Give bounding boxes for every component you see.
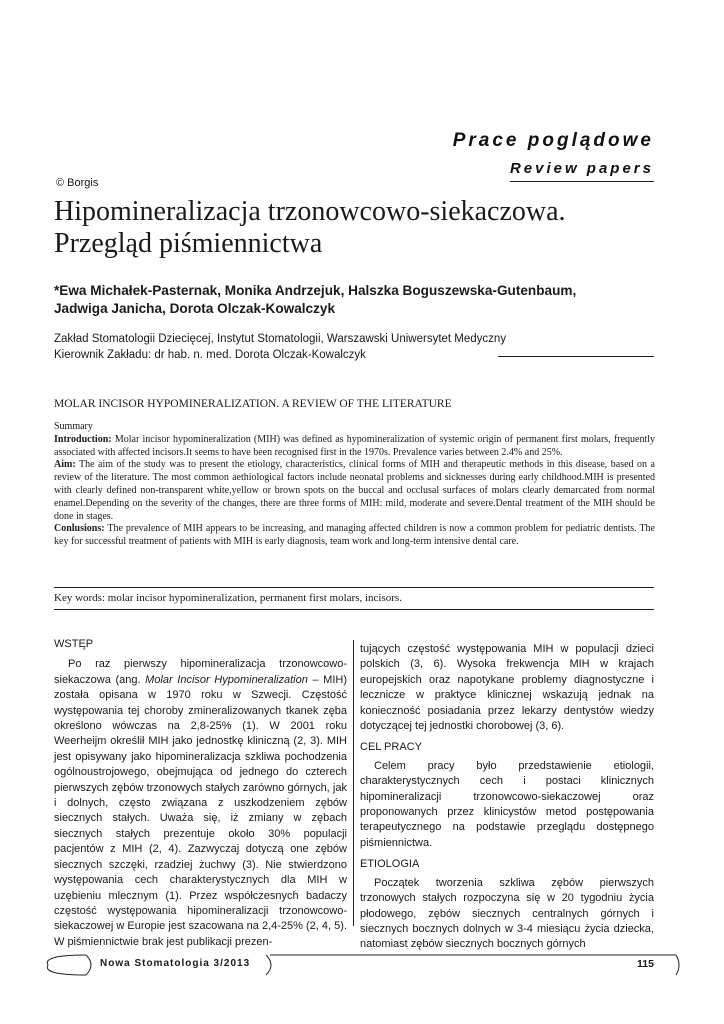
wstep-text-end: – MIH) została opisana w 1970 roku w Szwecji. Częstość występowania tej choroby zmineralizowanych tkanek zęba określono wówczas na 2,8-25% (1). W 2001 roku Weerheijm określił MIH jako jednostkę kliniczną (2, 3). MIH jest opisywany jako hipomineralizacja szkliwa pochodzenia ogólnoustrojowego, obejmująca od jednego do czterech pierwszych zębów trzonowych stałych zarówno górnych, jak i dolnych, często związana z uszkodzeniem zębów siecznych stałych. Uważa się, iż zmiany w zębach siecznych stałych prezentuje około 30% populacji pacjentów z MIH (2, 4). Zazwyczaj dotyczą one zębów siecznych szczęki, rzadziej żuchwy (3). Nie stwierdzono występowania cech charakterystycznych dla MIH w uzębieniu mlecznym (1). Przez współczesnych badaczy częstość występowania hipomineralizacji trzonowcowo-siekaczowej w Europie jest szacowana na 2,4-25% (2, 4, 5). W piśmiennictwie brak jest publikacji prezen- bbox=[54, 673, 347, 948]
authors-line-2: Jadwiga Janicha, Dorota Olczak-Kowalczyk bbox=[54, 301, 336, 316]
cel-paragraph: Celem pracy było przedstawienie etiologii, charakterystycznych cech i postaci klinicznych hipomineralizacji trzonowcowo-siekaczowej oraz proponowanych przez klinicystów metod postępowania terapeutycznego na podstawie przeglądu dostępnego piśmiennictwa. bbox=[360, 759, 654, 849]
wstep-text-italic: Molar Incisor Hypomineralization bbox=[145, 673, 308, 686]
english-title: MOLAR INCISOR HYPOMINERALIZATION. A REVIEW OF THE LITERATURE bbox=[54, 398, 452, 410]
affiliation bbox=[54, 331, 664, 363]
page-number: 115 bbox=[637, 958, 654, 970]
conclusions-label: Conlusions: bbox=[54, 523, 105, 535]
etiologia-heading: ETIOLOGIA bbox=[360, 858, 420, 871]
wstep-text-start: Po raz pierwszy hipomineralizacja trzonowcowo-siekaczowa (ang. bbox=[54, 658, 347, 686]
wstep-paragraph bbox=[54, 657, 347, 950]
affiliation-divider bbox=[498, 356, 654, 357]
aim-text: The aim of the study was to present the etiology, characteristics, clinical forms of MIH and therapeutic methods in this disease, based on a review of the literature. The most common aethiological factors include neonatal problems and sicknesses during early childhood.MIH is presented with clearly defined non-transparent white,yellow or brown spots on the buccal and occlusal surfaces of molars clearly demarcated from normal enamel.Depending on the severity of the changes, there are three forms of MIH: mild, moderate and severe.Dental treatment of the MIH should be done in stages. bbox=[54, 459, 655, 522]
summary-conclusions bbox=[54, 523, 655, 549]
footer-end-curve bbox=[676, 955, 679, 975]
cel-heading: CEL PRACY bbox=[360, 741, 422, 754]
summary-introduction bbox=[54, 434, 655, 460]
journal-name: Nowa Stomatologia 3/2013 bbox=[100, 958, 251, 969]
section-title-english: Review papers bbox=[509, 160, 654, 177]
keywords: Key words: molar incisor hypomineralization, permanent first molars, incisors. bbox=[54, 592, 402, 604]
authors bbox=[54, 282, 664, 318]
authors-line-1: *Ewa Michałek-Pasternak, Monika Andrzejuk, Halszka Boguszewska-Gutenbaum, bbox=[54, 283, 577, 298]
keywords-bottom-rule bbox=[54, 609, 654, 610]
etiologia-paragraph: Początek tworzenia szkliwa zębów pierwszych trzonowych stałych rozpoczyna się w 20 tygodniu życia płodowego, zębów siecznych centralnych górnych i siecznych bocznych dolnych w 3-4 miesiącu życia dziecka, natomiast zębów siecznych bocznych górnych bbox=[360, 876, 654, 951]
affiliation-line-1: Zakład Stomatologii Dziecięcej, Instytut Stomatologii, Warszawski Uniwersytet Medyczny bbox=[54, 333, 507, 345]
article-title-line-2: Przegląd piśmiennictwa bbox=[54, 228, 323, 259]
introduction-text: Molar incisor hypomineralization (MIH) was defined as hypomineralization of systemic origin of permanent first molars, frequently associated with affected incisors.It seems to have been recognised first in the 1970s. Prevalence varies between 2.4% and 25%. bbox=[54, 433, 655, 458]
conclusions-text: The prevalence of MIH appears to be increasing, and managing affected children is now a common problem for pediatric dentists. The key for successful treatment of patients with MIH is early diagnosis, team work and long-term intensive dental care. bbox=[54, 523, 655, 548]
footer-right-curve bbox=[266, 955, 271, 975]
aim-label: Aim: bbox=[54, 459, 76, 471]
right-column bbox=[360, 642, 654, 953]
section-title-polish: Prace poglądowe bbox=[452, 130, 654, 151]
affiliation-line-2: Kierownik Zakładu: dr hab. n. med. Dorota Olczak-Kowalczyk bbox=[54, 349, 366, 361]
section-divider bbox=[510, 181, 654, 182]
keywords-top-rule bbox=[54, 587, 654, 588]
wstep-continuation: tujących częstość występowania MIH w populacji dzieci polskich (3, 6). Wysoka frekwencja MIH w krajach europejskich oraz napotykane problemy diagnostyczne i lecznicze w praktyce klinicznej wskazują jednak na konieczność posiadania przez lekarzy dentystów wiedzy dotyczącej tej jednostki chorobowej (3, 6). bbox=[360, 643, 654, 733]
summary-heading: Summary bbox=[54, 421, 93, 432]
column-divider bbox=[353, 640, 354, 926]
copyright-notice: © Borgis bbox=[56, 177, 99, 189]
introduction-label: Introduction: bbox=[54, 433, 112, 445]
footer-left-curve bbox=[86, 955, 91, 975]
summary-aim bbox=[54, 459, 655, 523]
wstep-heading: WSTĘP bbox=[54, 638, 94, 650]
article-title-line-1: Hipomineralizacja trzonowcowo-siekaczowa. bbox=[54, 196, 566, 227]
left-column bbox=[54, 637, 347, 950]
footer-left-bracket bbox=[47, 955, 86, 975]
summary-block bbox=[54, 421, 655, 549]
article-title bbox=[54, 196, 664, 260]
